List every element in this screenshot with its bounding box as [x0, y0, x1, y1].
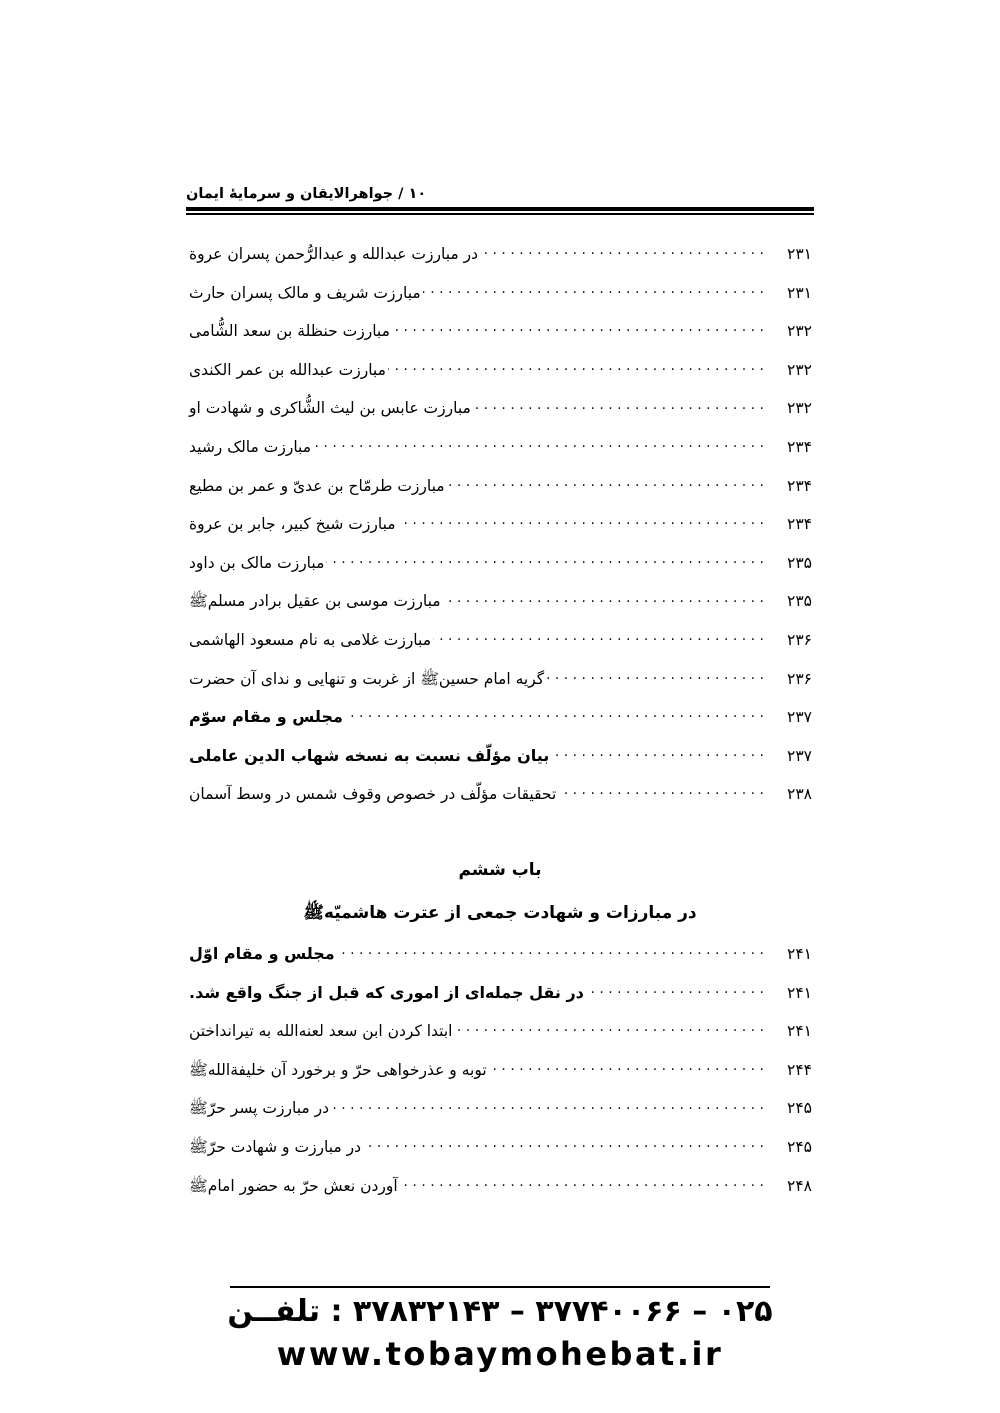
toc-row[interactable] [186, 1059, 814, 1098]
toc-leader-dots [400, 1175, 764, 1191]
toc-row[interactable] [186, 1175, 814, 1214]
toc-leader-dots [345, 706, 764, 722]
toc-row[interactable] [186, 1097, 814, 1136]
toc-leader-dots [473, 397, 764, 413]
toc-row[interactable] [186, 243, 814, 282]
running-header [186, 186, 814, 215]
toc-entry-title: ابتدا کردن ابن سعد لعنه‌الله به تیرانداختن [189, 1022, 453, 1041]
footer-website[interactable]: www.tobaymohebat.ir [276, 1335, 724, 1373]
toc-row[interactable] [186, 943, 814, 982]
toc-row[interactable] [186, 397, 814, 436]
toc-entry-page-number: ۲۳۱ [787, 283, 812, 302]
toc-section-upper [186, 243, 814, 822]
toc-entry-title: توبه و عذرخواهی حرّ و برخورد آن خلیفةاللهﷺ [189, 1060, 487, 1079]
toc-entry-page-number: ۲۳۲ [787, 322, 812, 341]
footer-phone: ۰۲۵ – ۳۷۷۴۰۰۶۶ – ۳۷۸۳۲۱۴۳ : تلفــن [227, 1294, 773, 1329]
toc-leader-dots [558, 783, 764, 799]
footer-rule [230, 1286, 770, 1288]
toc-leader-dots [331, 1097, 764, 1113]
running-header-text [186, 186, 814, 207]
toc-leader-dots [489, 1059, 764, 1075]
toc-entry-title: مبارزت طرمّاح بن عدیّ و عمر بن مطیع [189, 476, 445, 495]
toc-entry-page-number: ۲۳۴ [787, 437, 812, 456]
toc-leader-dots [551, 745, 764, 761]
toc-leader-dots [313, 436, 764, 452]
toc-leader-dots [398, 513, 764, 529]
toc-entry-page-number: ۲۴۱ [787, 1022, 812, 1041]
toc-entry-title: تحقیقات مؤلّف در خصوص وقوف شمس در وسط آسمان [189, 785, 557, 804]
chapter-heading-block [186, 860, 814, 927]
toc-entry-page-number: ۲۳۷ [787, 708, 812, 727]
toc-row[interactable] [186, 282, 814, 321]
toc-leader-dots [388, 359, 764, 375]
toc-row[interactable] [186, 436, 814, 475]
toc-entry-title: مبارزت مالک بن داود [189, 553, 325, 572]
chapter-title: باب ششم [458, 860, 542, 880]
toc-leader-dots [546, 668, 764, 684]
toc-row[interactable] [186, 629, 814, 668]
toc-row[interactable] [186, 552, 814, 591]
toc-row[interactable] [186, 706, 814, 745]
toc-leader-dots [423, 282, 764, 298]
toc-entry-page-number: ۲۴۱ [787, 983, 812, 1002]
toc-leader-dots [326, 552, 764, 568]
page-footer [0, 1286, 1000, 1373]
toc-entry-page-number: ۲۳۶ [787, 630, 812, 649]
toc-entry-page-number: ۲۴۵ [787, 1137, 812, 1156]
toc-row[interactable] [186, 745, 814, 784]
toc-entry-title: در مبارزت پسر حرّﷺ [189, 1099, 329, 1118]
toc-leader-dots [447, 475, 764, 491]
toc-entry-title: در مبارزت عبدالله و عبدالرُّحمن پسران عروة [189, 245, 479, 263]
toc-entry-page-number: ۲۳۲ [787, 399, 812, 418]
toc-entry-title: آوردن نعش حرّ به حضور امامﷺ [189, 1176, 398, 1195]
toc-entry-page-number: ۲۳۴ [787, 515, 812, 534]
toc-entry-title: مجلس و مقام سوّم [189, 707, 343, 727]
toc-row[interactable] [186, 982, 814, 1021]
toc-entry-title: مبارزت حنظلة بن سعد الشُّامی [189, 322, 390, 341]
toc-row[interactable] [186, 475, 814, 514]
toc-entry-page-number: ۲۳۱ [787, 245, 812, 263]
toc-entry-page-number: ۲۳۷ [787, 746, 812, 765]
toc-row[interactable] [186, 590, 814, 629]
running-header-label: ۱۰ / جواهرالایقان و سرمایهٔ ایمان [186, 186, 427, 202]
toc-entry-page-number: ۲۴۱ [787, 945, 812, 963]
toc-entry-page-number: ۲۳۴ [787, 476, 812, 495]
toc-leader-dots [586, 982, 764, 998]
toc-entry-page-number: ۲۳۵ [787, 553, 812, 572]
toc-entry-title: در مبارزت و شهادت حرّﷺ [189, 1137, 362, 1156]
toc-row[interactable] [186, 668, 814, 707]
toc-entry-page-number: ۲۴۴ [787, 1060, 812, 1079]
toc-leader-dots [337, 943, 764, 959]
chapter-subtitle: در مبارزات و شهادت جمعی از عترت هاشمیّهﷺ [303, 903, 697, 923]
toc-leader-dots [443, 590, 764, 606]
toc-leader-dots [455, 1020, 765, 1036]
toc-entry-title: مبارزت غلامی به نام مسعود الهاشمی [189, 630, 432, 649]
toc-leader-dots [392, 320, 764, 336]
toc-entry-title: مبارزت عبدالله بن عمر الکندی [189, 360, 386, 379]
toc-leader-dots [480, 243, 764, 259]
toc-row[interactable] [186, 513, 814, 552]
toc-entry-title: مبارزت موسی بن عقیل برادر مسلمﷺ [189, 592, 441, 611]
toc-entry-page-number: ۲۳۸ [787, 785, 812, 804]
toc-entry-page-number: ۲۴۵ [787, 1099, 812, 1118]
toc-section-lower [186, 943, 814, 1213]
toc-entry-title: مبارزت مالک رشید [189, 437, 312, 456]
toc-entry-title: مبارزت شیخ کبیر، جابر بن عروة [189, 515, 396, 534]
toc-entry-page-number: ۲۳۶ [787, 669, 812, 688]
toc-row[interactable] [186, 1136, 814, 1175]
toc-row[interactable] [186, 359, 814, 398]
toc-entry-title: مجلس و مقام اوّل [189, 944, 335, 963]
toc-entry-page-number: ۲۳۲ [787, 360, 812, 379]
toc-entry-page-number: ۲۳۵ [787, 592, 812, 611]
toc-entry-title: بیان مؤلّف نسبت به نسخه شهاب الدین عاملی [189, 745, 550, 765]
toc-row[interactable] [186, 783, 814, 822]
toc-entry-page-number: ۲۴۸ [787, 1176, 812, 1195]
toc-row[interactable] [186, 1020, 814, 1059]
toc-entry-title: مبارزت عابس بن لیث الشُّاکری و شهادت او [189, 399, 471, 418]
toc-leader-dots [433, 629, 764, 645]
header-rule-thin [186, 213, 814, 215]
toc-entry-title: گریه امام حسینﷺ از غربت و تنهایی و ندای آن حضرت [189, 669, 545, 688]
toc-leader-dots [363, 1136, 764, 1152]
toc-entry-title: در نقل جمله‌ای از اموری که قبل از جنگ واقع شد. [189, 982, 584, 1002]
toc-entry-title: مبارزت شریف و مالک پسران حارث [189, 283, 421, 302]
toc-row[interactable] [186, 320, 814, 359]
